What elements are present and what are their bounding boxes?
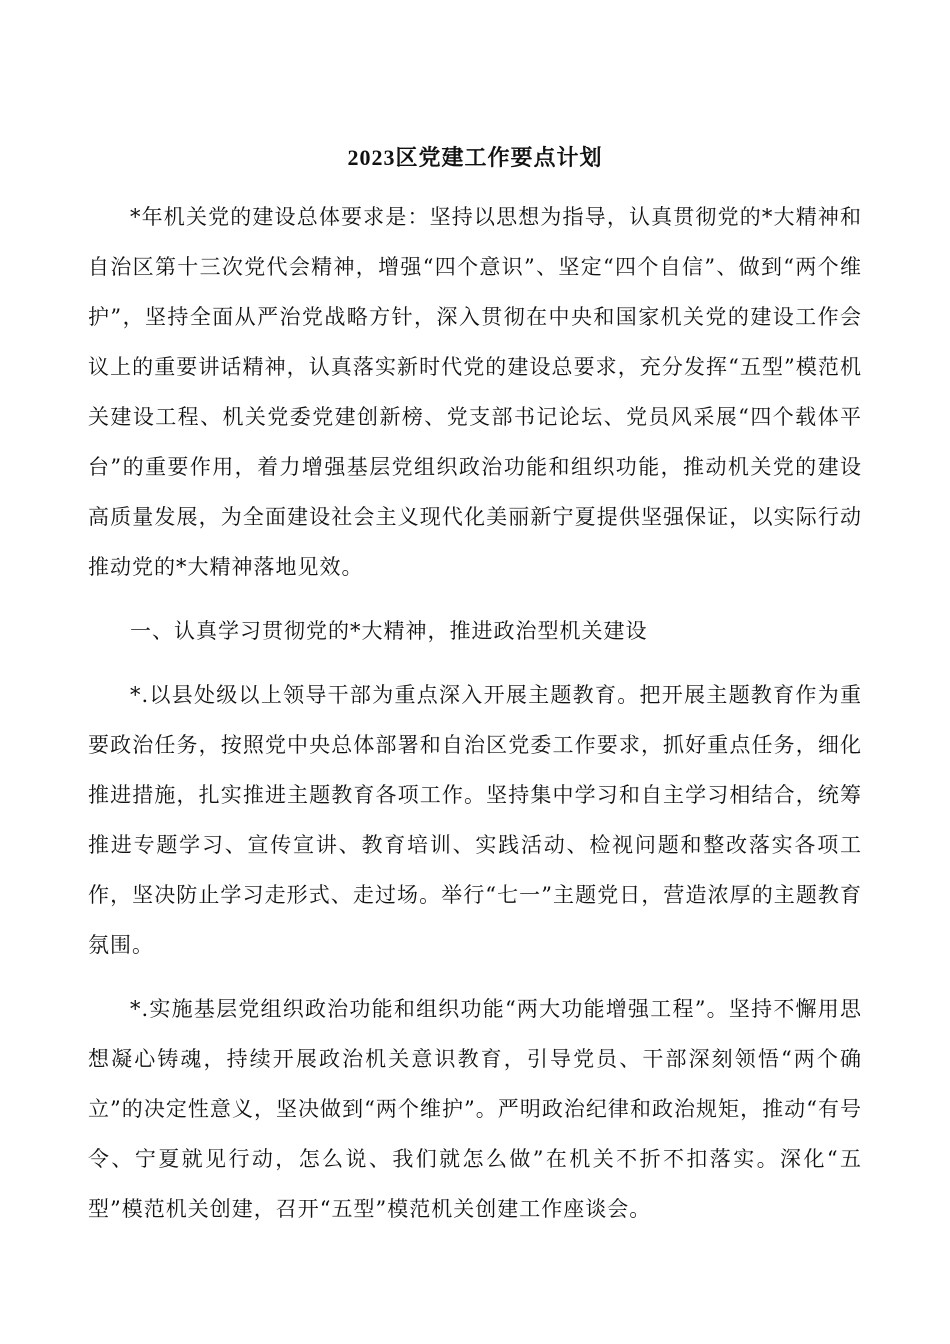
document-title: 2023区党建工作要点计划: [347, 145, 603, 170]
body-paragraph-1: *.以县处级以上领导干部为重点深入开展主题教育。把开展主题教育作为重要政治任务，按照党中央总体部署和自治区党委工作要求，抓好重点任务，细化推进措施，扎实推进主题教育各项工作。坚持集中学习和自主学习相结合，统筹推进专题学习、宣传宣讲、教育培训、实践活动、检视问题和整改落实各项工作，坚决防止学习走形式、走过场。举行“七一”主题党日，营造浓厚的主题教育氛围。: [88, 683, 862, 957]
intro-paragraph: *年机关党的建设总体要求是：坚持以思想为指导，认真贯彻党的*大精神和自治区第十三次党代会精神，增强“四个意识”、坚定“四个自信”、做到“两个维护”，坚持全面从严治党战略方针，深入贯彻在中央和国家机关党的建设工作会议上的重要讲话精神，认真落实新时代党的建设总要求，充分发挥“五型”模范机关建设工程、机关党委党建创新榜、党支部书记论坛、党员风采展“四个载体平台”的重要作用，着力增强基层党组织政治功能和组织功能，推动机关党的建设高质量发展，为全面建设社会主义现代化美丽新宁夏提供坚强保证，以实际行动推动党的*大精神落地见效。: [88, 205, 862, 579]
body-paragraph-2: *.实施基层党组织政治功能和组织功能“两大功能增强工程”。坚持不懈用思想凝心铸魂，持续开展政治机关意识教育，引导党员、干部深刻领悟“两个确立”的决定性意义，坚决做到“两个维护”。严明政治纪律和政治规矩，推动“有号令、宁夏就见行动，怎么说、我们就怎么做”在机关不折不扣落实。深化“五型”模范机关创建，召开“五型”模范机关创建工作座谈会。: [88, 997, 862, 1221]
section-heading-1: 一、认真学习贯彻党的*大精神，推进政治型机关建设: [130, 619, 648, 643]
document-body: [88, 138, 862, 1248]
